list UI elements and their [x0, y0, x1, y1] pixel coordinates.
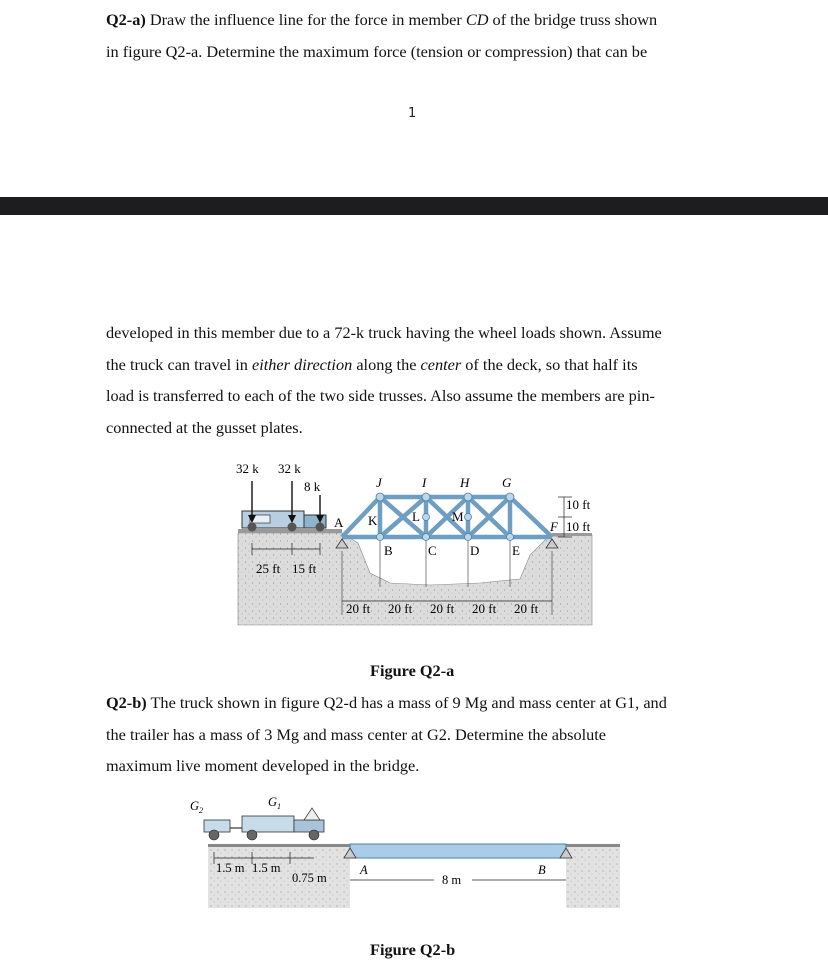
support-b-label: B: [538, 863, 546, 877]
gusset-plate: [422, 493, 430, 501]
load-label: 32 k: [236, 461, 259, 476]
gusset-plate: [423, 534, 430, 541]
dim-label: 25 ft: [256, 561, 281, 576]
node-label: D: [470, 543, 480, 558]
node-label: B: [384, 543, 393, 558]
gusset-plate: [423, 514, 430, 521]
node-label: A: [334, 515, 344, 530]
span-label: 8 m: [442, 873, 462, 887]
truck: [242, 808, 324, 832]
figure-q2b-caption: Figure Q2-b: [370, 940, 456, 959]
node-label: I: [422, 475, 427, 490]
q2a-continuation: developed in this member due to a 72-k truck having the wheel loads shown. Assume the truck can travel in either direction along the center of the deck, so that half its load is transferred to each of the two side trusses. Also assume the members are pin- connected at the gusset plates.: [106, 323, 662, 437]
page-break-bar: [0, 197, 828, 215]
gusset-plate: [464, 493, 472, 501]
page-number: 1: [408, 106, 417, 121]
trailer: [204, 820, 242, 832]
panel-label: 20 ft: [388, 601, 413, 616]
node-label: L: [412, 509, 420, 524]
gusset-plate: [506, 493, 514, 501]
figure-q2b: [188, 792, 628, 914]
node-label: G: [502, 475, 512, 490]
g2-label: $G_2$: [190, 799, 204, 815]
figure-q2a-caption: Figure Q2-a: [370, 661, 455, 680]
node-label: J: [376, 475, 382, 490]
gusset-plate: [465, 514, 472, 521]
gusset-plate: [465, 534, 472, 541]
q2b-label: Q2-b): [106, 693, 147, 712]
q2a-paragraph: Q2-a) Draw the influence line for the force in member CD of the bridge truss shown in figure Q2-a. Determine the maximum force (tension or compression) that can be: [106, 10, 658, 61]
panel-label: 20 ft: [430, 601, 455, 616]
load-label: 32 k: [278, 461, 301, 476]
panel-label: 20 ft: [514, 601, 539, 616]
left-road: [208, 844, 350, 847]
left-abutment: [208, 846, 350, 908]
ground-terrain: [238, 533, 592, 625]
node-label: H: [460, 475, 470, 490]
dim-label: 1.5 m: [216, 861, 245, 875]
q2a-label: Q2-a): [106, 10, 146, 29]
node-label: C: [428, 543, 437, 558]
wheel: [247, 830, 257, 840]
wheel: [309, 830, 319, 840]
right-road: [566, 844, 620, 847]
truck: [242, 511, 326, 532]
gusset-plate: [376, 493, 384, 501]
node-label: K: [368, 513, 378, 528]
gusset-plate: [377, 534, 384, 541]
panel-label: 20 ft: [346, 601, 371, 616]
node-label: F: [550, 519, 558, 534]
right-abutment: [566, 846, 620, 908]
gusset-plate: [507, 534, 514, 541]
node-label: E: [512, 543, 520, 558]
bridge-beam: [350, 844, 566, 858]
dim-label: 1.5 m: [252, 861, 281, 875]
panel-label: 20 ft: [472, 601, 497, 616]
q2b-paragraph: Q2-b) The truck shown in figure Q2-d has a mass of 9 Mg and mass center at G1, and the trailer has a mass of 3 Mg and mass center at G2. Determine the absolute maximum live moment developed in the bridge.: [106, 693, 667, 775]
height-label: 10 ft: [566, 519, 591, 534]
load-label: 8 k: [304, 479, 321, 494]
figure-q2a: [230, 455, 610, 630]
support-a-label: A: [360, 863, 368, 877]
dim-label: 0.75 m: [292, 871, 327, 885]
wheel: [209, 830, 219, 840]
dim-label: 15 ft: [292, 561, 317, 576]
node-label: M: [452, 509, 464, 524]
g1-label: $G_1$: [268, 795, 282, 811]
member-name: CD: [465, 10, 489, 29]
height-label: 10 ft: [566, 497, 591, 512]
